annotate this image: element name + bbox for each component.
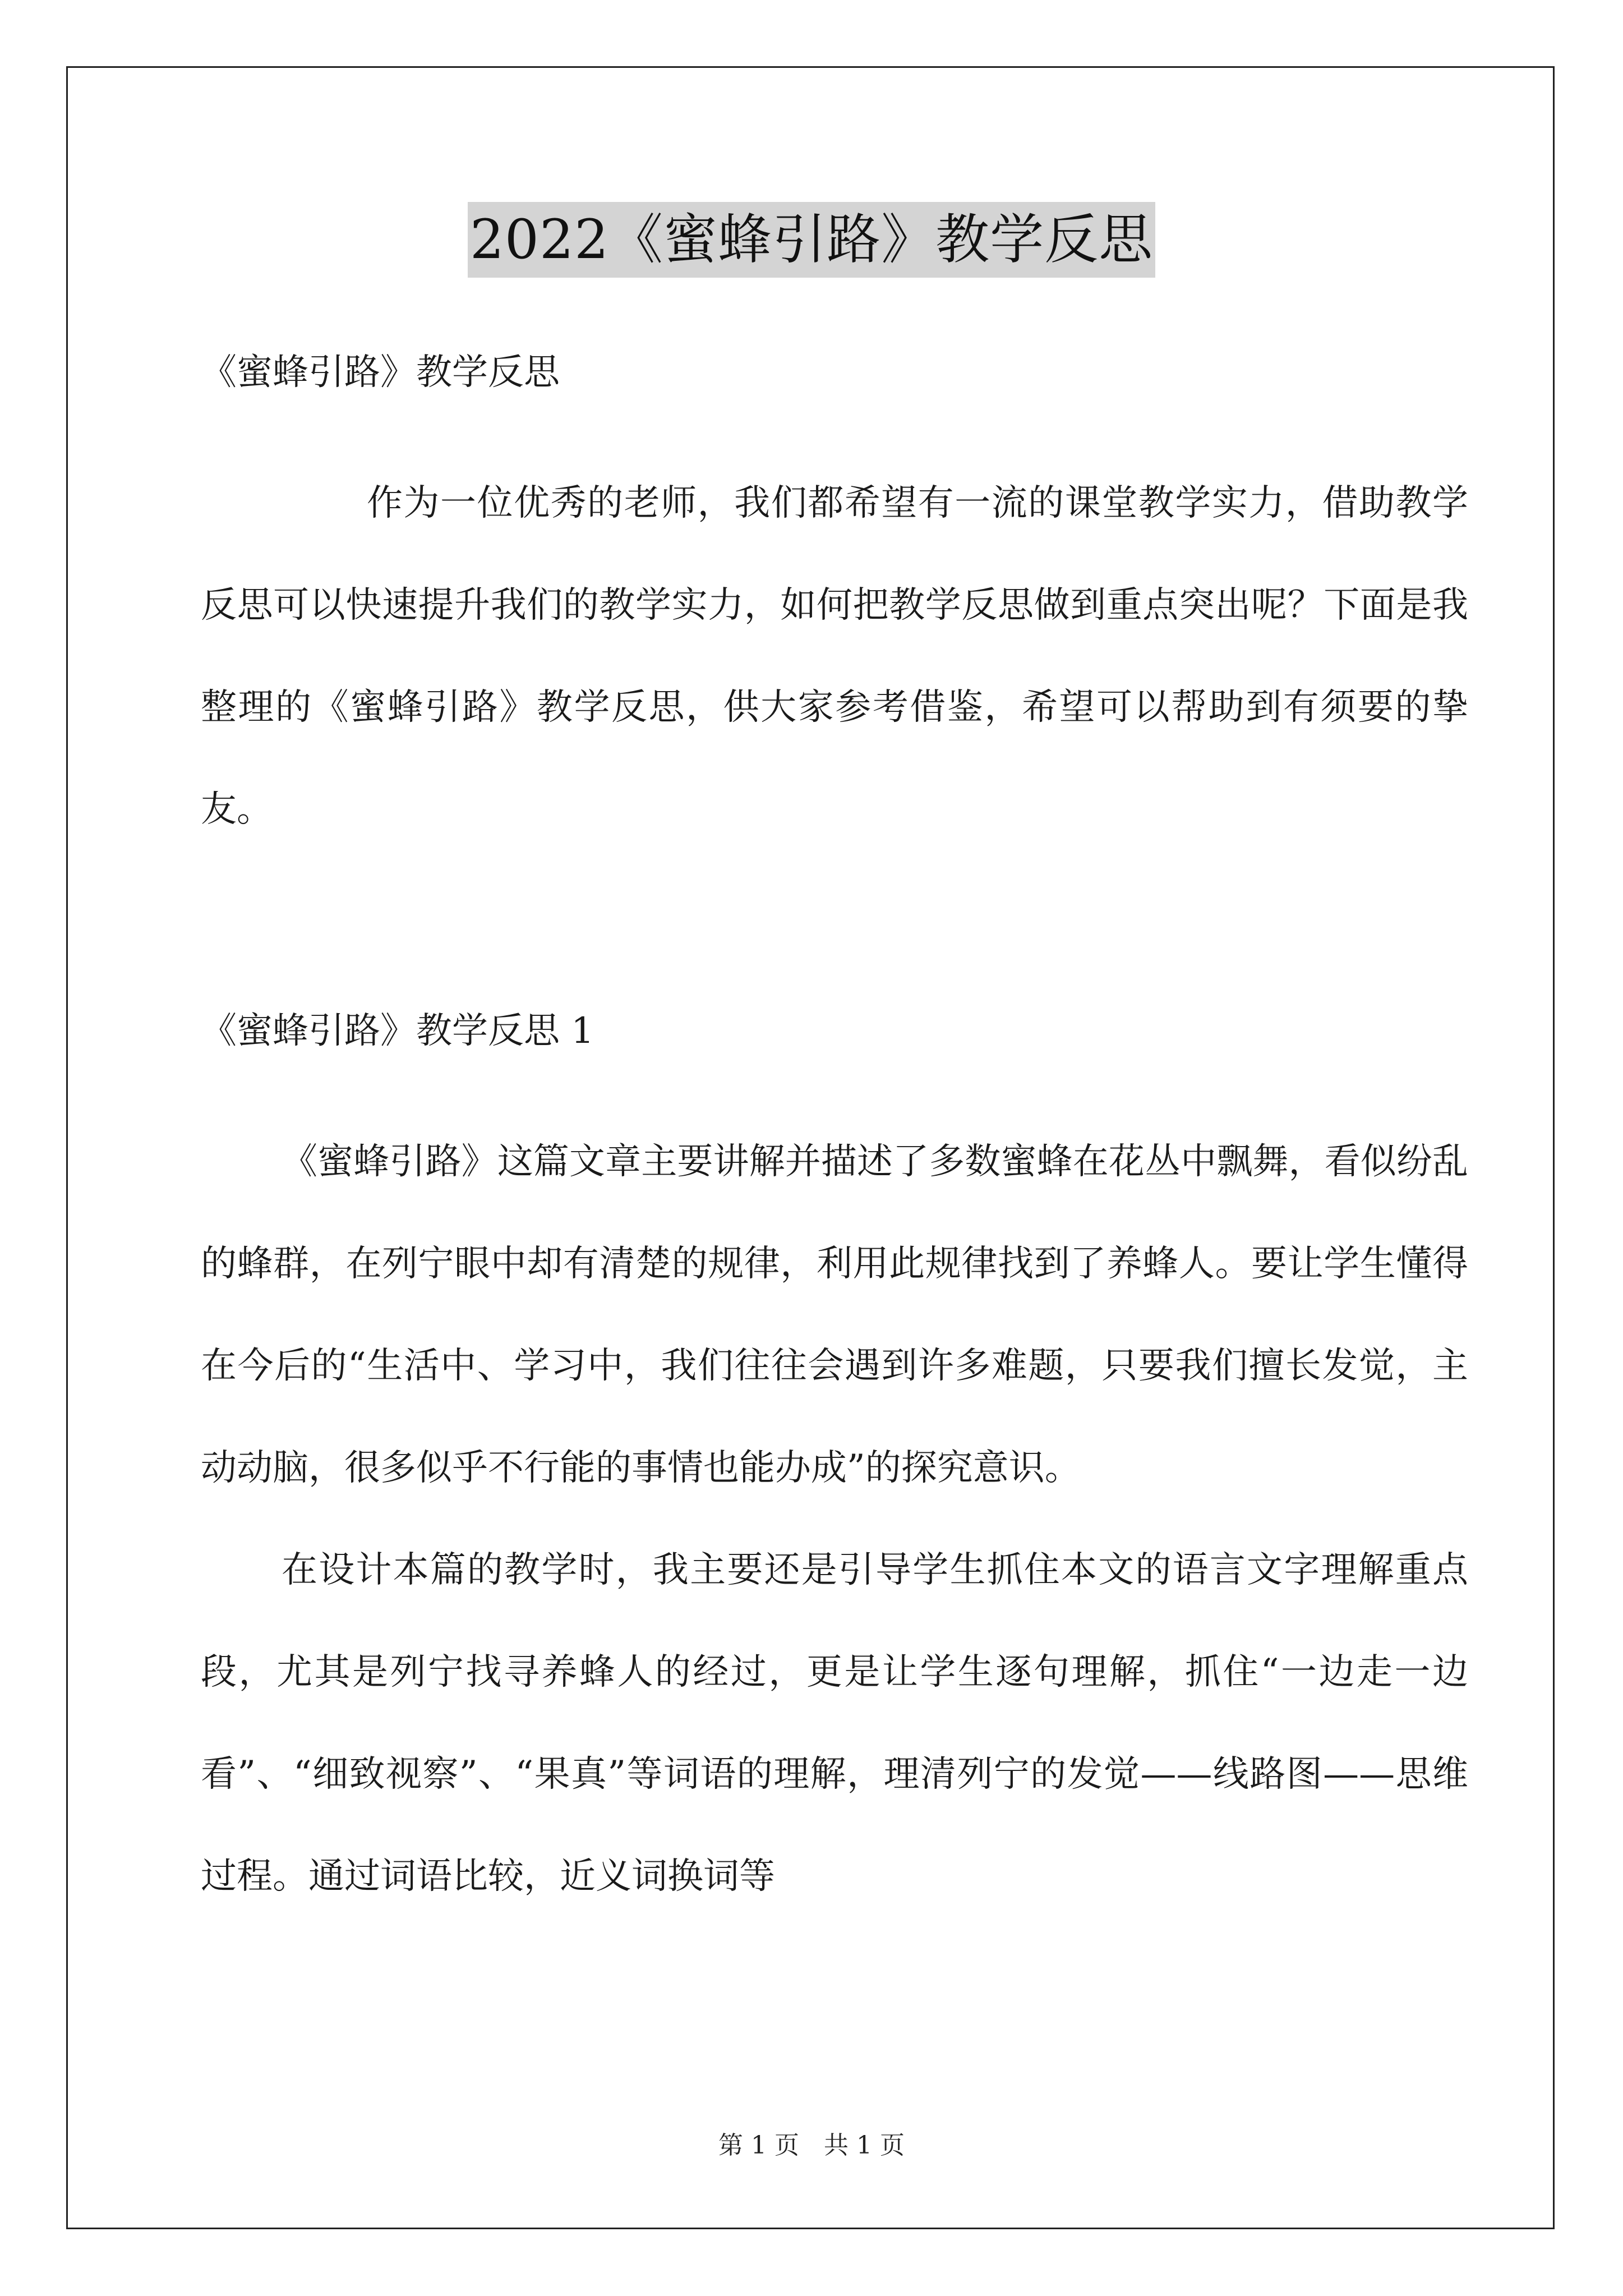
intro-paragraph: 作为一位优秀的老师，我们都希望有一流的课堂教学实力，借助教学反思可以快速提升我们的教学实力，如何把教学反思做到重点突出呢？下面是我整理的《蜜蜂引路》教学反思，供大家参考借鉴，希望可以帮助到有须要的挚友。 xyxy=(201,482,1468,830)
section-paragraph-1: 《蜜蜂引路》这篇文章主要讲解并描述了多数蜜蜂在花丛中飘舞，看似纷乱的蜂群，在列宁眼中却有清楚的规律，利用此规律找到了养蜂人。要让学生懂得在今后的“生活中、学习中，我们往往会遇到许多难题，只要我们擅长发觉，主动动脑，很多似乎不行能的事情也能办成”的探究意识。 xyxy=(201,1141,1468,1489)
intro-heading: 《蜜蜂引路》教学反思 xyxy=(201,352,560,393)
document-body xyxy=(201,342,1468,1927)
section-heading: 《蜜蜂引路》教学反思 1 xyxy=(201,1010,594,1052)
section-paragraph-2: 在设计本篇的教学时，我主要还是引导学生抓住本文的语言文字理解重点段，尤其是列宁找寻养蜂人的经过，更是让学生逐句理解，抓住“一边走一边看”、“细致视察”、“果真”等词语的理解，理清列宁的发觉——线路图——思维过程。通过词语比较，近义词换词等 xyxy=(201,1549,1468,1897)
title-container xyxy=(0,202,1623,278)
document-title: 2022《蜜蜂引路》教学反思 xyxy=(468,202,1155,278)
page-footer: 第 1 页 共 1 页 xyxy=(718,2131,905,2160)
